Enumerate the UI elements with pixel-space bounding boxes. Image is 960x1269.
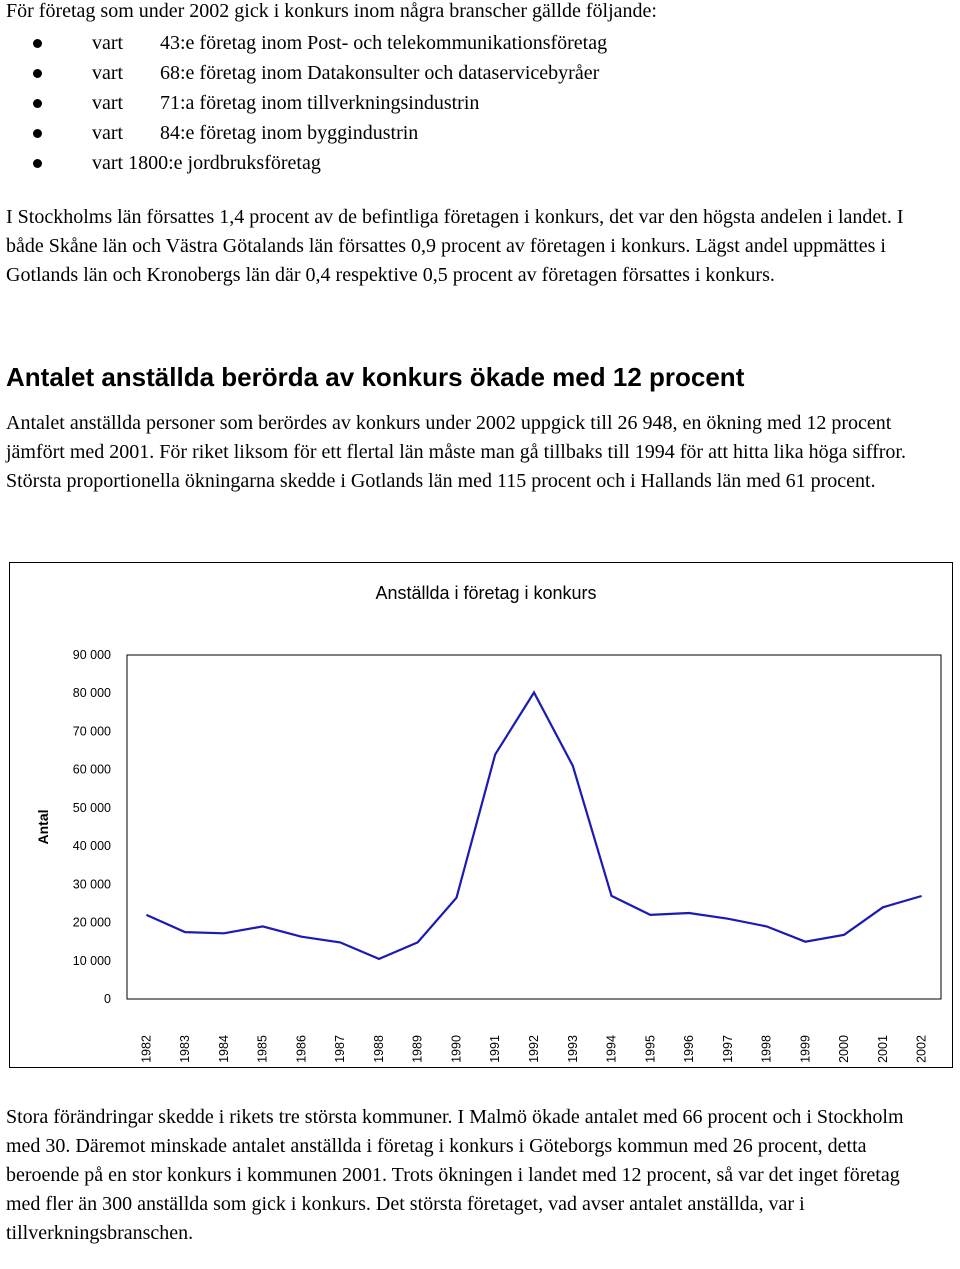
x-tick-label: 1983: [178, 1035, 193, 1063]
y-tick-label: 10 000: [72, 953, 111, 968]
y-tick-label: 30 000: [72, 877, 111, 892]
paragraph-county-share: I Stockholms län försattes 1,4 procent av de befintliga företagen i konkurs, det var den högsta andelen i landet. I både Skåne län och Västra Götalands län försattes 0,9 procent av företagen i konkurs. Lägst andel uppmättes i Gotlands län och Kronobergs län där 0,4 respektive 0,5 procent av företagen försattes i konkurs.: [6, 206, 904, 286]
bullet-word: vart: [92, 62, 124, 84]
x-tick-label: 1992: [527, 1035, 541, 1063]
x-tick-label: 1982: [139, 1035, 154, 1063]
y-tick-label: 0: [104, 992, 111, 1006]
bullet-word: vart: [92, 92, 124, 114]
section-heading: Antalet anställda berörda av konkurs ökade med 12 procent: [6, 362, 745, 392]
plot-area: [127, 655, 941, 999]
x-tick-label: 1986: [294, 1035, 309, 1063]
y-tick-label: 70 000: [72, 724, 111, 739]
x-tick-label: 1987: [333, 1035, 348, 1063]
bullet-text: 68:e företag inom Datakonsulter och dataservicebyråer: [160, 62, 600, 84]
paragraph-municipalities: Stora förändringar skedde i rikets tre största kommuner. I Malmö ökade antalet med 66 procent och i Stockholm med 30. Däremot minskade antalet anställda i företag i konkurs i Göteborgs kommun med 26 procent, detta beroende på en stor konkurs i kommunen 2001. Trots ökningen i landet med 12 procent, så var det inget företag med fler än 300 anställda som gick i konkurs. Det största företaget, vad avser antalet anställda, var i tillverkningsbranschen.: [6, 1106, 904, 1244]
x-tick-label: 2001: [875, 1035, 890, 1063]
x-tick-label: 1985: [255, 1035, 270, 1063]
x-tick-label: 1984: [216, 1035, 231, 1063]
bullet-icon: [33, 159, 42, 168]
y-tick-label: 40 000: [72, 839, 111, 854]
bullet-text: 84:e företag inom byggindustrin: [160, 122, 419, 144]
paragraph-employees: Antalet anställda personer som berördes av konkurs under 2002 uppgick till 26 948, en ökning med 12 procent jämfört med 2001. För riket liksom för ett flertal län måste man gå tillbaks till 1994 för att hitta lika höga siffror. Största proportionella ökningarna skedde i Gotlands län med 115 procent och i Hallands län med 61 procent.: [6, 412, 906, 492]
chart-title: Anställda i företag i konkurs: [375, 583, 597, 603]
bullet-icon: [33, 39, 42, 48]
bullet-icon: [33, 69, 42, 78]
bullet-icon: [33, 129, 42, 138]
bullet-text: vart 1800:e jordbruksföretag: [92, 152, 321, 174]
chart-frame: [9, 562, 953, 1068]
x-tick-label: 1999: [798, 1035, 813, 1063]
y-tick-label: 60 000: [72, 762, 111, 777]
x-tick-label: 1991: [488, 1035, 503, 1063]
x-tick-label: 1990: [449, 1035, 464, 1063]
bullet-text: 43:e företag inom Post- och telekommunikationsföretag: [160, 32, 608, 54]
x-tick-label: 1998: [759, 1035, 774, 1063]
x-tick-label: 1995: [643, 1035, 658, 1063]
bullet-text: 71:a företag inom tillverkningsindustrin: [160, 92, 480, 114]
x-tick-label: 1989: [410, 1035, 425, 1063]
x-tick-label: 2002: [914, 1035, 929, 1063]
y-tick-label: 50 000: [72, 800, 111, 815]
x-tick-label: 1988: [371, 1035, 386, 1063]
x-tick-label: 1996: [682, 1035, 697, 1063]
x-tick-label: 1994: [604, 1035, 619, 1063]
intro-text: För företag som under 2002 gick i konkurs inom några branscher gällde följande:: [6, 0, 657, 22]
bullet-icon: [33, 99, 42, 108]
line-chart: [10, 563, 952, 1067]
bullet-word: vart: [92, 122, 124, 144]
y-tick-label: 80 000: [72, 686, 111, 701]
y-tick-label: 20 000: [72, 915, 111, 930]
series-line: [146, 693, 921, 959]
x-tick-label: 1997: [720, 1035, 735, 1063]
y-axis-label: Antal: [35, 809, 51, 845]
x-tick-label: 2000: [837, 1035, 852, 1063]
x-tick-label: 1993: [565, 1035, 580, 1063]
y-tick-label: 90 000: [72, 648, 111, 662]
bullet-word: vart: [92, 32, 124, 54]
